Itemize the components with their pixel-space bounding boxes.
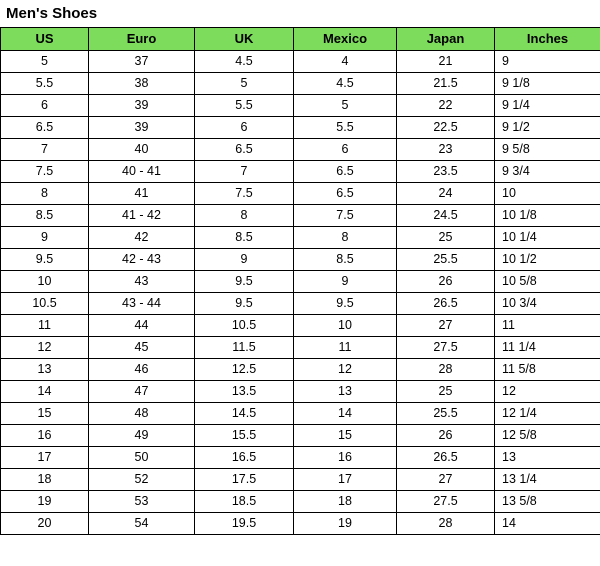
column-header-japan: Japan <box>397 28 495 51</box>
cell-mexico: 14 <box>294 403 397 425</box>
column-header-euro: Euro <box>89 28 195 51</box>
cell-japan: 21 <box>397 51 495 73</box>
cell-japan: 24.5 <box>397 205 495 227</box>
cell-uk: 8.5 <box>195 227 294 249</box>
table-row <box>1 73 600 95</box>
cell-uk: 11.5 <box>195 337 294 359</box>
cell-euro: 45 <box>89 337 195 359</box>
cell-us: 12 <box>1 337 89 359</box>
cell-us: 13 <box>1 359 89 381</box>
cell-euro: 44 <box>89 315 195 337</box>
cell-japan: 28 <box>397 359 495 381</box>
cell-inches: 13 1/4 <box>495 469 600 491</box>
cell-japan: 22 <box>397 95 495 117</box>
cell-japan: 22.5 <box>397 117 495 139</box>
cell-mexico: 11 <box>294 337 397 359</box>
table-row <box>1 425 600 447</box>
cell-us: 20 <box>1 513 89 535</box>
cell-us: 6 <box>1 95 89 117</box>
cell-japan: 27.5 <box>397 337 495 359</box>
table-row <box>1 227 600 249</box>
table-row <box>1 271 600 293</box>
cell-mexico: 7.5 <box>294 205 397 227</box>
cell-inches: 9 5/8 <box>495 139 600 161</box>
cell-uk: 14.5 <box>195 403 294 425</box>
table-body <box>1 51 600 535</box>
cell-euro: 43 - 44 <box>89 293 195 315</box>
cell-uk: 6 <box>195 117 294 139</box>
cell-euro: 42 <box>89 227 195 249</box>
cell-inches: 12 1/4 <box>495 403 600 425</box>
table-header <box>1 28 600 51</box>
cell-inches: 10 <box>495 183 600 205</box>
table-row <box>1 491 600 513</box>
cell-uk: 6.5 <box>195 139 294 161</box>
cell-inches: 13 <box>495 447 600 469</box>
cell-japan: 25 <box>397 381 495 403</box>
cell-mexico: 8 <box>294 227 397 249</box>
cell-us: 18 <box>1 469 89 491</box>
cell-us: 10.5 <box>1 293 89 315</box>
cell-mexico: 9 <box>294 271 397 293</box>
cell-uk: 17.5 <box>195 469 294 491</box>
cell-us: 19 <box>1 491 89 513</box>
cell-uk: 18.5 <box>195 491 294 513</box>
cell-japan: 26.5 <box>397 293 495 315</box>
cell-euro: 54 <box>89 513 195 535</box>
cell-euro: 37 <box>89 51 195 73</box>
cell-euro: 48 <box>89 403 195 425</box>
cell-japan: 27 <box>397 315 495 337</box>
cell-uk: 8 <box>195 205 294 227</box>
cell-japan: 26 <box>397 425 495 447</box>
table-row <box>1 95 600 117</box>
cell-uk: 5 <box>195 73 294 95</box>
cell-euro: 43 <box>89 271 195 293</box>
table-row <box>1 293 600 315</box>
cell-euro: 49 <box>89 425 195 447</box>
table-row <box>1 403 600 425</box>
cell-japan: 25.5 <box>397 249 495 271</box>
cell-euro: 40 - 41 <box>89 161 195 183</box>
cell-japan: 28 <box>397 513 495 535</box>
table-row <box>1 183 600 205</box>
cell-inches: 9 3/4 <box>495 161 600 183</box>
cell-inches: 9 1/4 <box>495 95 600 117</box>
cell-uk: 16.5 <box>195 447 294 469</box>
cell-mexico: 4 <box>294 51 397 73</box>
cell-us: 8.5 <box>1 205 89 227</box>
cell-inches: 9 <box>495 51 600 73</box>
table-row <box>1 161 600 183</box>
cell-euro: 40 <box>89 139 195 161</box>
cell-mexico: 8.5 <box>294 249 397 271</box>
cell-inches: 9 1/8 <box>495 73 600 95</box>
cell-mexico: 6.5 <box>294 183 397 205</box>
cell-inches: 13 5/8 <box>495 491 600 513</box>
cell-euro: 38 <box>89 73 195 95</box>
cell-inches: 10 3/4 <box>495 293 600 315</box>
cell-mexico: 6.5 <box>294 161 397 183</box>
cell-inches: 12 5/8 <box>495 425 600 447</box>
table-row <box>1 513 600 535</box>
table-row <box>1 359 600 381</box>
cell-us: 9.5 <box>1 249 89 271</box>
cell-euro: 52 <box>89 469 195 491</box>
cell-us: 5.5 <box>1 73 89 95</box>
cell-japan: 23.5 <box>397 161 495 183</box>
cell-us: 14 <box>1 381 89 403</box>
cell-inches: 11 <box>495 315 600 337</box>
cell-mexico: 16 <box>294 447 397 469</box>
cell-us: 17 <box>1 447 89 469</box>
cell-us: 7.5 <box>1 161 89 183</box>
cell-euro: 42 - 43 <box>89 249 195 271</box>
cell-mexico: 19 <box>294 513 397 535</box>
cell-japan: 24 <box>397 183 495 205</box>
column-header-mexico: Mexico <box>294 28 397 51</box>
cell-mexico: 13 <box>294 381 397 403</box>
cell-inches: 10 1/4 <box>495 227 600 249</box>
cell-euro: 46 <box>89 359 195 381</box>
cell-japan: 26 <box>397 271 495 293</box>
table-row <box>1 447 600 469</box>
table-row <box>1 51 600 73</box>
cell-japan: 25 <box>397 227 495 249</box>
cell-uk: 7.5 <box>195 183 294 205</box>
cell-japan: 23 <box>397 139 495 161</box>
cell-us: 5 <box>1 51 89 73</box>
table-row <box>1 381 600 403</box>
cell-us: 6.5 <box>1 117 89 139</box>
cell-uk: 9.5 <box>195 271 294 293</box>
cell-mexico: 12 <box>294 359 397 381</box>
cell-inches: 11 1/4 <box>495 337 600 359</box>
cell-inches: 9 1/2 <box>495 117 600 139</box>
cell-mexico: 15 <box>294 425 397 447</box>
table-header-row <box>1 28 600 51</box>
table-row <box>1 117 600 139</box>
cell-uk: 15.5 <box>195 425 294 447</box>
cell-euro: 47 <box>89 381 195 403</box>
column-header-uk: UK <box>195 28 294 51</box>
cell-mexico: 5.5 <box>294 117 397 139</box>
table-row <box>1 249 600 271</box>
cell-inches: 10 1/2 <box>495 249 600 271</box>
cell-japan: 27 <box>397 469 495 491</box>
cell-us: 7 <box>1 139 89 161</box>
cell-inches: 14 <box>495 513 600 535</box>
cell-us: 16 <box>1 425 89 447</box>
cell-euro: 50 <box>89 447 195 469</box>
cell-uk: 5.5 <box>195 95 294 117</box>
cell-uk: 13.5 <box>195 381 294 403</box>
cell-us: 11 <box>1 315 89 337</box>
cell-us: 8 <box>1 183 89 205</box>
cell-us: 9 <box>1 227 89 249</box>
cell-inches: 12 <box>495 381 600 403</box>
table-row <box>1 205 600 227</box>
cell-mexico: 17 <box>294 469 397 491</box>
cell-japan: 27.5 <box>397 491 495 513</box>
shoe-size-table <box>0 27 600 535</box>
cell-euro: 41 - 42 <box>89 205 195 227</box>
cell-inches: 10 5/8 <box>495 271 600 293</box>
cell-japan: 21.5 <box>397 73 495 95</box>
page-title: Men's Shoes <box>6 5 98 22</box>
cell-uk: 4.5 <box>195 51 294 73</box>
cell-mexico: 6 <box>294 139 397 161</box>
cell-inches: 11 5/8 <box>495 359 600 381</box>
cell-uk: 12.5 <box>195 359 294 381</box>
cell-japan: 26.5 <box>397 447 495 469</box>
table-row <box>1 315 600 337</box>
cell-mexico: 18 <box>294 491 397 513</box>
cell-mexico: 10 <box>294 315 397 337</box>
table-row <box>1 139 600 161</box>
table-row <box>1 337 600 359</box>
cell-mexico: 9.5 <box>294 293 397 315</box>
cell-mexico: 4.5 <box>294 73 397 95</box>
cell-uk: 9 <box>195 249 294 271</box>
column-header-us: US <box>1 28 89 51</box>
cell-mexico: 5 <box>294 95 397 117</box>
cell-us: 10 <box>1 271 89 293</box>
cell-uk: 10.5 <box>195 315 294 337</box>
cell-uk: 7 <box>195 161 294 183</box>
cell-euro: 53 <box>89 491 195 513</box>
cell-japan: 25.5 <box>397 403 495 425</box>
cell-us: 15 <box>1 403 89 425</box>
cell-euro: 41 <box>89 183 195 205</box>
table-row <box>1 469 600 491</box>
column-header-inches: Inches <box>495 28 600 51</box>
cell-uk: 19.5 <box>195 513 294 535</box>
cell-euro: 39 <box>89 117 195 139</box>
cell-uk: 9.5 <box>195 293 294 315</box>
cell-euro: 39 <box>89 95 195 117</box>
cell-inches: 10 1/8 <box>495 205 600 227</box>
